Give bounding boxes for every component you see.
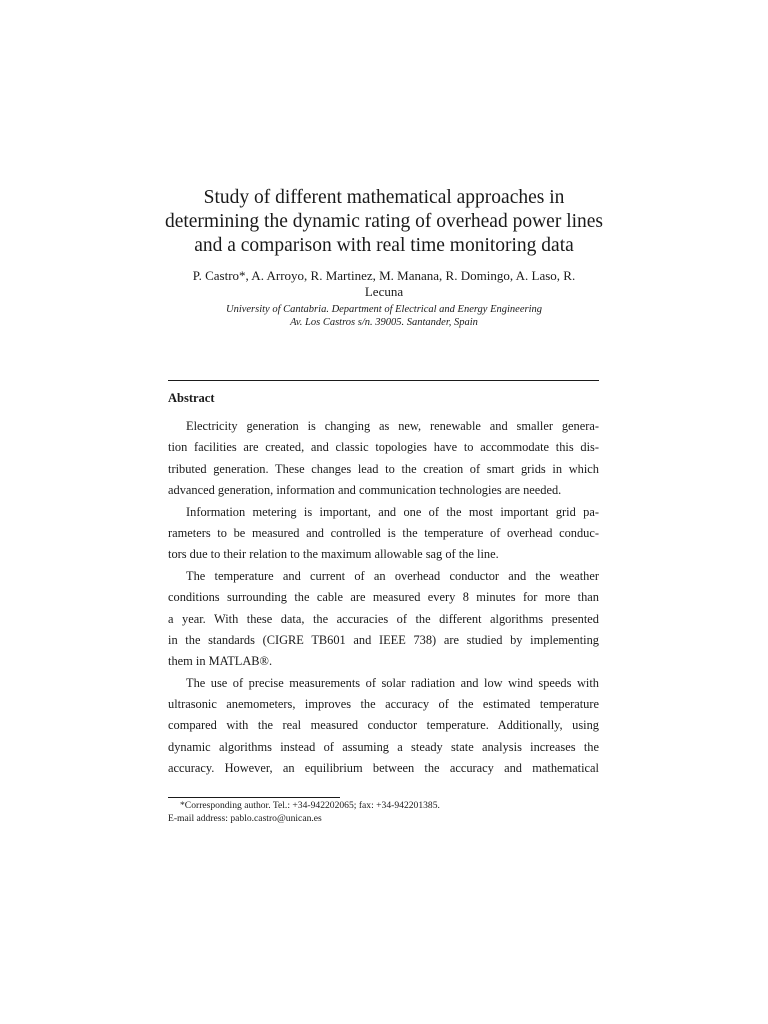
- title-line: Study of different mathematical approaches in: [203, 187, 565, 208]
- abstract-line: tors due to their relation to the maximum allowable sag of the line.: [168, 547, 499, 562]
- abstract-line: in the standards (CIGRE TB601 and IEEE 738) are studied by implementing: [168, 632, 599, 647]
- author-list: [150, 268, 618, 300]
- abstract-line: accuracy. However, an equilibrium between the accuracy and mathematical: [168, 761, 599, 776]
- abstract-line: dynamic algorithms instead of assuming a steady state analysis increases the: [168, 739, 599, 754]
- abstract-line: Electricity generation is changing as new, renewable and smaller genera-: [186, 419, 599, 433]
- abstract-line: Information metering is important, and one of the most important grid pa-: [186, 504, 599, 519]
- abstract-line: ultrasonic anemometers, improves the accuracy of the estimated temperature: [168, 697, 599, 712]
- email-address: E-mail address: pablo.castro@unican.es: [168, 813, 322, 824]
- abstract-line: tributed generation. These changes lead to the creation of smart grids in which: [168, 461, 599, 476]
- abstract-line: The temperature and current of an overhead conductor and the weather: [186, 568, 599, 583]
- abstract-line: rameters to be measured and controlled is the temperature of overhead conduc-: [168, 525, 599, 540]
- footnote-rule: [168, 797, 340, 798]
- abstract-line: them in MATLAB®.: [168, 654, 273, 669]
- title-line: determining the dynamic rating of overhead power lines: [164, 211, 604, 232]
- authors-line: P. Castro*, A. Arroyo, R. Martinez, M. Manana, R. Domingo, A. Laso, R.: [192, 268, 576, 283]
- authors-line: Lecuna: [364, 284, 404, 299]
- abstract-line: a year. With these data, the accuracies of the different algorithms presented: [168, 611, 599, 626]
- footnote: [168, 799, 599, 825]
- abstract-top-rule: [168, 380, 599, 381]
- affiliation: [150, 303, 618, 329]
- abstract-line: The use of precise measurements of solar radiation and low wind speeds with: [186, 675, 599, 690]
- abstract-line: compared with the real measured conductor temperature. Additionally, using: [168, 718, 599, 733]
- paper-title: [150, 186, 618, 258]
- abstract-line: advanced generation, information and communication technologies are needed.: [168, 483, 562, 498]
- abstract-heading: Abstract: [168, 391, 215, 405]
- abstract-body: [168, 416, 599, 780]
- affiliation-line: University of Cantabria. Department of Electrical and Energy Engineering: [225, 304, 542, 315]
- affiliation-line: Av. Los Castros s/n. 39005. Santander, Spain: [290, 317, 478, 328]
- abstract-line: tion facilities are created, and classic topologies have to accommodate this dis-: [168, 440, 599, 455]
- corresponding-author-note: *Corresponding author. Tel.: +34-942202065; fax: +34-942201385.: [180, 800, 440, 811]
- abstract-line: conditions surrounding the cable are measured every 8 minutes for more than: [168, 590, 599, 605]
- title-line: and a comparison with real time monitoring data: [194, 235, 574, 256]
